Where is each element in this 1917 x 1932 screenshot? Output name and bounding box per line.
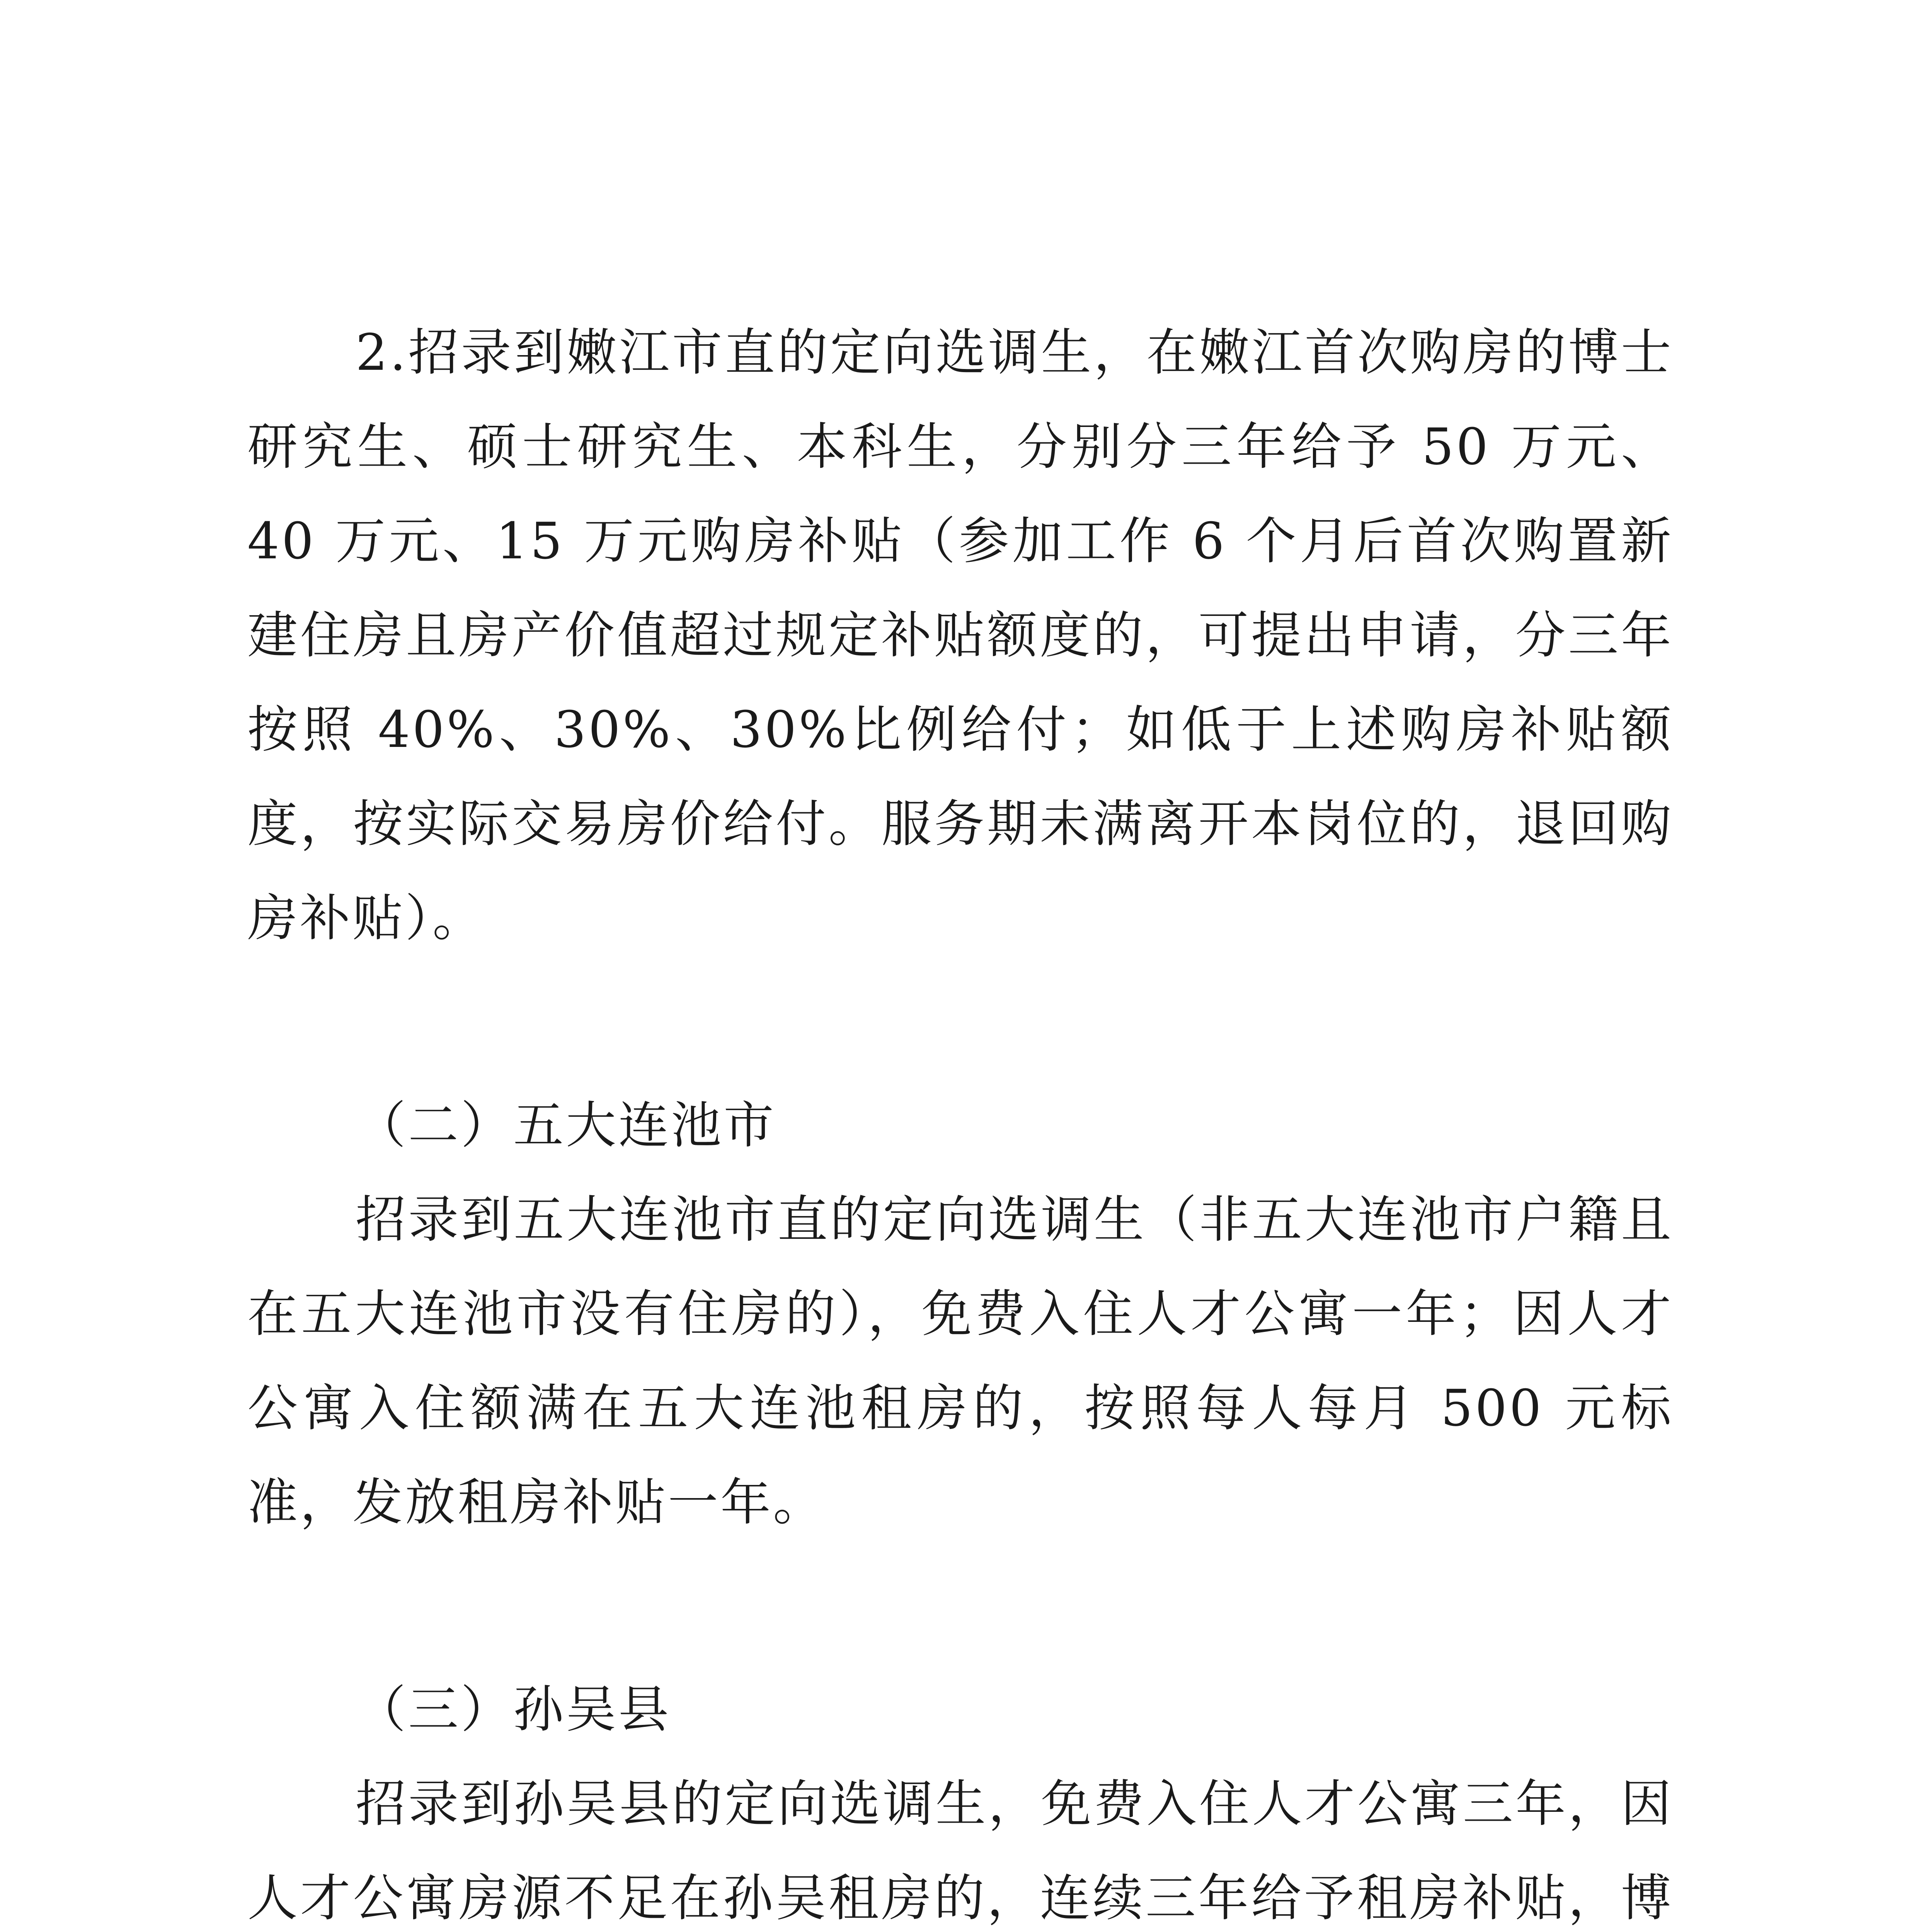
section-heading-wudalianchi: （二）五大连池市 bbox=[356, 1096, 776, 1155]
document-body bbox=[247, 305, 1674, 1932]
paragraph-wudalianchi-apartment: 招录到五大连池市直的定向选调生（非五大连池市户籍且在五大连池市没有住房的），免费入住人才公寓一年；因人才公寓入住额满在五大连池租房的，按照每人每月 500 元标准，发放租房补贴一年。 bbox=[247, 1190, 1674, 1532]
section-heading-sunwu: （三）孙吴县 bbox=[356, 1680, 671, 1739]
paragraph-nenjiang-housing-subsidy: 2.招录到嫩江市直的定向选调生，在嫩江首次购房的博士研究生、硕士研究生、本科生，分别分三年给予 50 万元、40 万元、15 万元购房补贴（参加工作 6 个月后首次购置新建住房且房产价值超过规定补贴额度的，可提出申请，分三年按照 40%、30%、30%比例给付；如低于上述购房补贴额度，按实际交易房价给付。服务期未满离开本岗位的，退回购房补贴）。 bbox=[247, 323, 1674, 947]
paragraph-sunwu-subsidy: 招录到孙吴县的定向选调生，免费入住人才公寓三年，因人才公寓房源不足在孙吴租房的，连续三年给予租房补贴，博 bbox=[247, 1774, 1674, 1927]
